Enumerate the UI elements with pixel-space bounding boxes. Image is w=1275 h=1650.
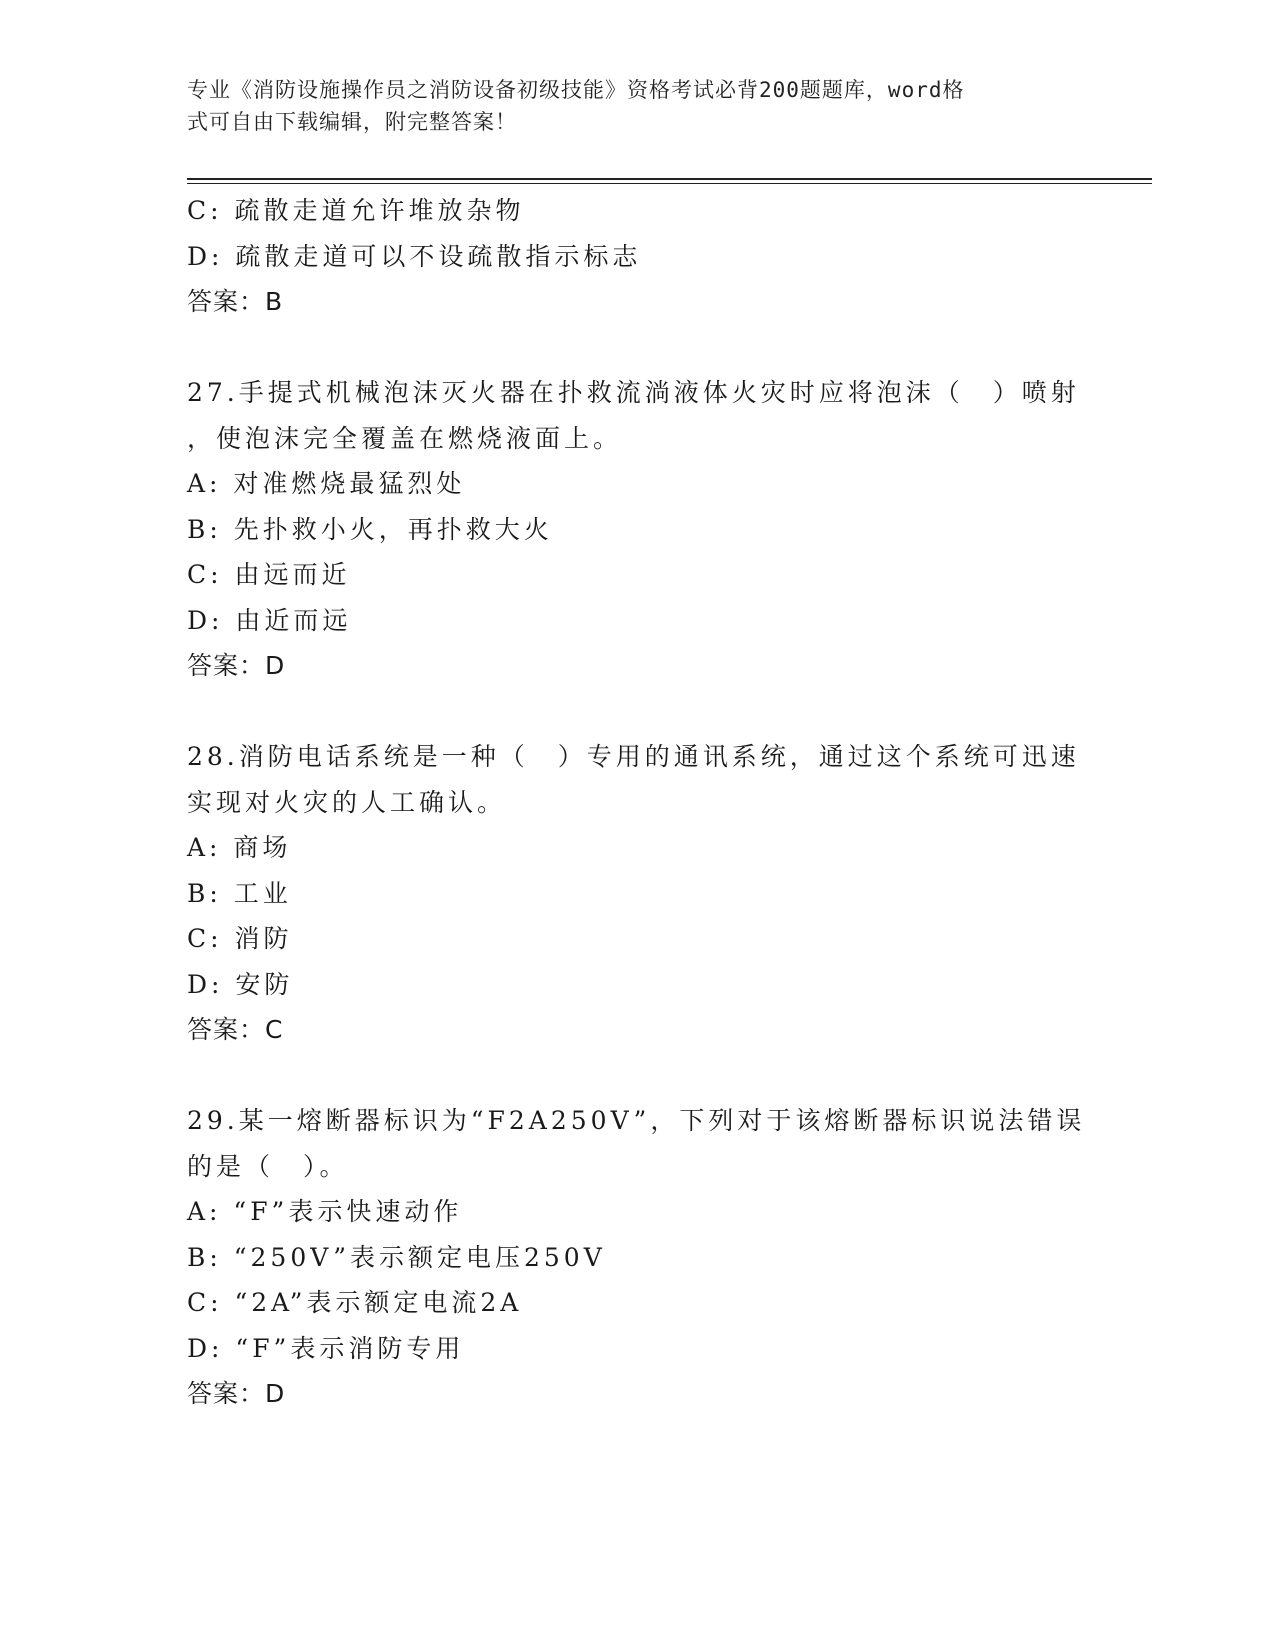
header-rule-thick	[187, 178, 1152, 180]
spacer	[187, 689, 1087, 735]
question-content	[187, 188, 1087, 1417]
question-29	[187, 1098, 1087, 1417]
question-28	[187, 734, 1087, 1053]
header-rule-thin	[187, 183, 1152, 184]
question-stem-continued: ，使泡沫完全覆盖在燃烧液面上。	[187, 423, 623, 453]
option-c: C: “2A”表示额定电流2A	[187, 1288, 523, 1317]
option-d: D: 由近而远	[187, 605, 352, 635]
header-line-2: 式可自由下载编辑，附完整答案！	[187, 110, 517, 134]
option-c: C: 消防	[187, 924, 293, 953]
option-b: B: 先扑救小火，再扑救大火	[187, 514, 553, 544]
option-d: D: 安防	[187, 969, 294, 999]
question-stem: 29.某一熔断器标识为“F2A250V”，下列对于该熔断器标识说法错误	[187, 1106, 1086, 1135]
question-stem-continued: 的是（ ）。	[187, 1151, 349, 1181]
option-c: C: 由远而近	[187, 560, 351, 589]
spacer	[187, 325, 1087, 371]
option-d: D: “F”表示消防专用	[187, 1333, 465, 1363]
option-c: C: 疏散走道允许堆放杂物	[187, 196, 525, 225]
page-header	[187, 74, 1067, 138]
option-d: D: 疏散走道可以不设疏散指示标志	[187, 241, 642, 271]
header-line-1: 专业《消防设施操作员之消防设备初级技能》资格考试必背200题题库，word格	[187, 78, 965, 102]
carryover-block	[187, 188, 1087, 325]
question-stem-continued: 实现对火灾的人工确认。	[187, 787, 507, 817]
option-a: A: “F”表示快速动作	[187, 1197, 463, 1226]
answer-line: 答案：B	[187, 287, 284, 316]
question-stem: 27.手提式机械泡沫灭火器在扑救流淌液体火灾时应将泡沫（ ）喷射	[187, 378, 1080, 407]
question-stem: 28.消防电话系统是一种（ ）专用的通讯系统，通过这个系统可迅速	[187, 742, 1080, 771]
option-a: A: 对准燃烧最猛烈处	[187, 469, 466, 498]
answer-line: 答案：C	[187, 1015, 284, 1044]
answer-line: 答案：D	[187, 651, 286, 680]
answer-line: 答案：D	[187, 1379, 286, 1408]
question-27	[187, 370, 1087, 689]
spacer	[187, 1053, 1087, 1099]
option-a: A: 商场	[187, 833, 292, 862]
option-b: B: “250V”表示额定电压250V	[187, 1242, 606, 1272]
option-b: B: 工业	[187, 878, 292, 908]
